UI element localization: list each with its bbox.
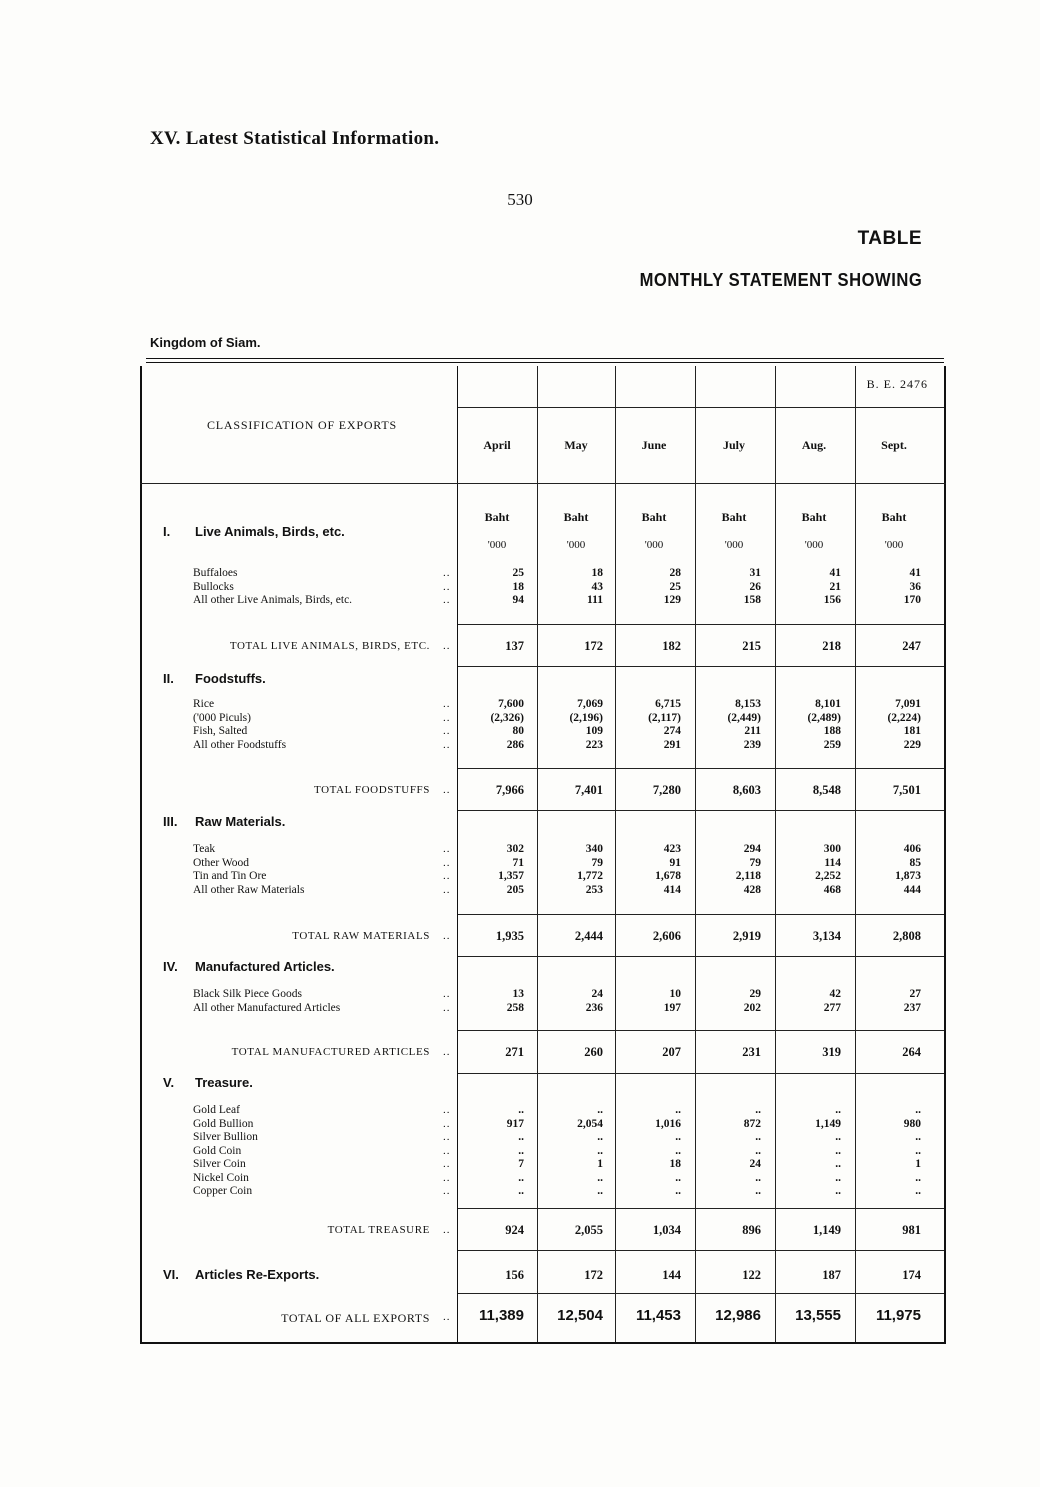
- category-title: [163, 671, 266, 686]
- table-cell: 158: [743, 594, 761, 606]
- item-label: Gold Coin: [193, 1144, 242, 1157]
- leader-dots: ..: [443, 580, 451, 593]
- item-label: Black Silk Piece Goods: [193, 988, 302, 1000]
- leader-dots: ..: [443, 870, 451, 882]
- table-cell: 79: [591, 856, 603, 869]
- table-cell: 428: [743, 883, 761, 896]
- month-header: July: [722, 438, 745, 452]
- total-cell: 3,134: [812, 929, 841, 943]
- grand-total-cell: 13,555: [795, 1307, 841, 1324]
- total-cell: 319: [822, 1045, 841, 1059]
- table-cell: 156: [823, 594, 841, 606]
- leader-dots: ..: [443, 698, 451, 710]
- table-cell: 8,153: [735, 698, 761, 710]
- table-cell: 6,715: [655, 698, 681, 710]
- table-cell: 239: [743, 738, 761, 751]
- category-name: Raw Materials.: [195, 814, 286, 829]
- leader-dots: ..: [443, 1117, 451, 1130]
- total-underline: [458, 1208, 944, 1209]
- leader-dots: ..: [443, 1046, 451, 1058]
- table-cell: 468: [823, 883, 841, 896]
- table-cell: ..: [835, 1131, 841, 1143]
- table-cell: 21: [829, 580, 841, 593]
- table-cell: 211: [744, 725, 761, 737]
- total-cell: 137: [505, 639, 524, 653]
- month-header: June: [641, 438, 667, 452]
- table-cell: 259: [823, 738, 841, 751]
- category-numeral: II.: [163, 671, 174, 686]
- table-cell: ..: [675, 1171, 681, 1184]
- table-cell: 1: [597, 1158, 603, 1170]
- table-cell: 18: [591, 567, 603, 579]
- table-cell: ..: [518, 1131, 524, 1143]
- table-cell: ..: [518, 1171, 524, 1184]
- table-cell: 28: [669, 567, 681, 579]
- table-cell: ..: [835, 1158, 841, 1170]
- item-label: Nickel Coin: [193, 1171, 249, 1184]
- table-label: TABLE: [857, 228, 922, 249]
- table-cell: 71: [512, 856, 524, 869]
- table-cell: ..: [835, 1185, 841, 1197]
- leader-dots: ..: [443, 1001, 451, 1014]
- total-cell: 2,055: [574, 1223, 603, 1237]
- grand-total-cell: 12,504: [557, 1307, 603, 1324]
- item-label: Teak: [193, 843, 216, 855]
- table-border-bottom: [140, 1342, 946, 1344]
- table-cell: 13: [512, 988, 524, 1000]
- table-cell: ..: [597, 1144, 603, 1157]
- table-cell: 1,149: [815, 1117, 841, 1130]
- total-cell: 8,548: [812, 783, 841, 797]
- category-numeral: VI.: [163, 1267, 179, 1282]
- table-cell: ..: [755, 1171, 761, 1184]
- total-underline: [458, 1030, 944, 1031]
- table-cell: 223: [585, 738, 603, 751]
- table-cell: 8,101: [815, 698, 841, 710]
- table-cell: 36: [909, 580, 921, 593]
- table-cell: 340: [585, 843, 603, 855]
- table-cell: ..: [518, 1104, 524, 1116]
- section-rule: [458, 956, 944, 957]
- table-cell: ..: [755, 1131, 761, 1143]
- table-cell: ..: [835, 1171, 841, 1184]
- item-label: Fish, Salted: [193, 725, 248, 737]
- unit-thousands: '000: [566, 539, 586, 551]
- leader-dots: ..: [443, 1224, 451, 1236]
- item-label: All other Manufactured Articles: [193, 1001, 341, 1014]
- table-cell: 18: [669, 1158, 681, 1170]
- table-cell: 80: [512, 725, 524, 737]
- unit-thousands: '000: [644, 539, 664, 551]
- table-cell: 41: [909, 567, 921, 579]
- item-label: Silver Coin: [193, 1158, 246, 1170]
- total-row-label: [140, 784, 430, 796]
- table-cell: ..: [597, 1171, 603, 1184]
- item-label: Rice: [193, 698, 215, 710]
- total-cell: 2,919: [732, 929, 761, 943]
- item-label: Buffaloes: [193, 567, 238, 579]
- table-cell: ..: [597, 1131, 603, 1143]
- table-cell: 10: [669, 988, 681, 1000]
- table-cell: 7,091: [895, 698, 921, 710]
- total-row-label: [140, 1224, 430, 1236]
- table-cell: 1: [915, 1158, 921, 1170]
- table-cell: 114: [824, 856, 841, 869]
- reexport-cell: 187: [822, 1268, 841, 1282]
- reexport-cell: 156: [505, 1268, 524, 1282]
- table-cell: (2,196): [569, 711, 603, 724]
- table-cell: 24: [591, 988, 603, 1000]
- total-cell: 260: [584, 1045, 603, 1059]
- total-cell: 215: [742, 639, 761, 653]
- category-title: [163, 814, 285, 829]
- table-cell: (2,449): [727, 711, 761, 724]
- item-label: All other Raw Materials: [193, 883, 305, 896]
- item-label: All other Foodstuffs: [193, 738, 287, 751]
- leader-dots: ..: [443, 738, 451, 751]
- unit-label: Baht: [801, 510, 827, 524]
- table-cell: 291: [663, 738, 681, 751]
- table-cell: ..: [915, 1185, 921, 1197]
- unit-label: Baht: [641, 510, 667, 524]
- leader-dots: ..: [443, 1185, 451, 1197]
- table-cell: ..: [675, 1144, 681, 1157]
- category-numeral: I.: [163, 524, 171, 539]
- table-cell: 31: [749, 567, 761, 579]
- category-name: Manufactured Articles.: [195, 959, 335, 974]
- grand-total-label: [140, 1311, 430, 1326]
- category-numeral: IV.: [163, 959, 178, 974]
- category-title: [163, 959, 335, 974]
- leader-dots: ..: [443, 1311, 451, 1323]
- leader-dots: ..: [443, 883, 451, 896]
- category-name: Treasure.: [195, 1075, 253, 1090]
- table-cell: 274: [663, 725, 681, 737]
- unit-label: Baht: [563, 510, 589, 524]
- total-underline: [458, 914, 944, 915]
- total-cell: 172: [584, 639, 603, 653]
- page-number: 530: [507, 190, 533, 209]
- total-cell: 182: [662, 639, 681, 653]
- leader-dots: ..: [443, 725, 451, 737]
- reexport-cell: 122: [742, 1268, 761, 1282]
- table-cell: 294: [743, 843, 761, 855]
- table-cell: ..: [597, 1185, 603, 1197]
- reexport-rule: [458, 1293, 944, 1294]
- leader-dots: ..: [443, 640, 451, 652]
- month-header: Aug.: [801, 438, 827, 452]
- total-label-text: TOTAL TREASURE: [327, 1224, 430, 1236]
- total-underline: [458, 768, 944, 769]
- table-cell: (2,117): [648, 711, 681, 724]
- category-numeral: V.: [163, 1075, 175, 1090]
- total-cell: 2,606: [652, 929, 681, 943]
- classification-header: CLASSIFICATION OF EXPORTS: [207, 418, 397, 432]
- table-cell: 1,016: [655, 1117, 681, 1130]
- item-label: Tin and Tin Ore: [193, 870, 267, 882]
- table-cell: 188: [823, 725, 841, 737]
- item-label: Gold Leaf: [193, 1104, 240, 1116]
- total-cell: 1,935: [495, 929, 524, 943]
- table-cell: ..: [675, 1104, 681, 1116]
- unit-thousands: '000: [724, 539, 744, 551]
- table-cell: 917: [506, 1117, 524, 1130]
- unit-label: Baht: [721, 510, 747, 524]
- total-label-text: TOTAL MANUFACTURED ARTICLES: [231, 1046, 430, 1058]
- total-label-text: TOTAL LIVE ANIMALS, BIRDS, ETC.: [229, 640, 430, 652]
- unit-thousands: '000: [804, 539, 824, 551]
- item-label: Gold Bullion: [193, 1117, 254, 1130]
- month-header: May: [564, 438, 588, 452]
- era-label: B. E. 2476: [866, 377, 928, 391]
- total-cell: 8,603: [732, 783, 761, 797]
- leader-dots: ..: [443, 1104, 451, 1116]
- total-row-label: [140, 930, 430, 942]
- table-cell: 27: [909, 988, 921, 1000]
- total-label-text: TOTAL FOODSTUFFS: [314, 784, 430, 796]
- section-rule: [458, 666, 944, 667]
- total-cell: 218: [822, 639, 841, 653]
- table-cell: 26: [749, 580, 761, 593]
- total-cell: 271: [505, 1045, 524, 1059]
- leader-dots: ..: [443, 1131, 451, 1143]
- total-row-label: [140, 1046, 430, 1058]
- table-cell: (2,224): [887, 711, 921, 724]
- item-label: Other Wood: [193, 856, 250, 869]
- item-label: Silver Bullion: [193, 1131, 258, 1143]
- grand-total-cell: 11,389: [478, 1307, 524, 1324]
- table-border-right: [944, 366, 946, 1344]
- total-cell: 7,966: [495, 783, 524, 797]
- total-cell: 7,501: [892, 783, 921, 797]
- table-cell: ..: [755, 1104, 761, 1116]
- reexport-cell: 174: [902, 1268, 921, 1282]
- table-cell: 43: [591, 580, 603, 593]
- category-title: [163, 1267, 319, 1282]
- table-cell: ..: [518, 1185, 524, 1197]
- table-cell: 302: [506, 843, 524, 855]
- table-border-left: [140, 366, 142, 1344]
- leader-dots: ..: [443, 988, 451, 1000]
- table-cell: ..: [675, 1131, 681, 1143]
- unit-label: Baht: [881, 510, 907, 524]
- table-cell: 79: [749, 856, 761, 869]
- category-name: Live Animals, Birds, etc.: [195, 524, 345, 539]
- category-name: Articles Re-Exports.: [195, 1267, 320, 1282]
- table-cell: 1,678: [655, 870, 681, 882]
- table-cell: 253: [585, 883, 603, 896]
- table-cell: 300: [823, 843, 841, 855]
- total-cell: 207: [662, 1045, 681, 1059]
- total-label-text: TOTAL RAW MATERIALS: [292, 930, 430, 942]
- table-cell: 170: [903, 594, 921, 606]
- category-title: [163, 524, 345, 539]
- table-cell: 42: [829, 988, 841, 1000]
- table-cell: ..: [915, 1171, 921, 1184]
- leader-dots: ..: [443, 594, 451, 606]
- table-cell: 202: [743, 1001, 761, 1014]
- table-cell: 406: [903, 843, 921, 855]
- section-rule: [458, 810, 944, 811]
- total-cell: 896: [742, 1223, 761, 1237]
- table-cell: 24: [749, 1158, 761, 1170]
- table-cell: 1,873: [895, 870, 921, 882]
- section-heading: XV. Latest Statistical Information.: [150, 128, 440, 149]
- table-cell: 91: [669, 856, 681, 869]
- leader-dots: ..: [443, 711, 451, 724]
- table-cell: 129: [663, 594, 681, 606]
- leader-dots: ..: [443, 1171, 451, 1184]
- table-cell: ..: [835, 1104, 841, 1116]
- table-cell: 7: [518, 1158, 524, 1170]
- total-cell: 1,149: [812, 1223, 841, 1237]
- table-cell: ..: [675, 1185, 681, 1197]
- total-cell: 231: [742, 1045, 761, 1059]
- table-cell: 277: [823, 1001, 841, 1014]
- table-cell: 236: [585, 1001, 603, 1014]
- total-cell: 264: [902, 1045, 921, 1059]
- table-cell: ..: [597, 1104, 603, 1116]
- total-cell: 2,808: [892, 929, 921, 943]
- total-row-label: [140, 640, 430, 652]
- table-cell: 7,069: [577, 698, 603, 710]
- grand-total-cell: 11,453: [635, 1307, 681, 1324]
- category-title: [163, 1075, 253, 1090]
- table-cell: ..: [915, 1144, 921, 1157]
- table-cell: 205: [506, 883, 524, 896]
- table-cell: 85: [909, 856, 921, 869]
- unit-thousands: '000: [884, 539, 904, 551]
- category-numeral: III.: [163, 814, 178, 829]
- table-cell: ..: [755, 1144, 761, 1157]
- table-cell: ..: [755, 1185, 761, 1197]
- total-cell: 924: [505, 1223, 524, 1237]
- total-cell: 7,401: [574, 783, 603, 797]
- leader-dots: ..: [443, 784, 451, 796]
- table-cell: 41: [829, 567, 841, 579]
- table-cell: 18: [512, 580, 524, 593]
- item-label: ('000 Piculs): [193, 711, 251, 724]
- table-cell: 111: [587, 594, 603, 606]
- total-cell: 981: [902, 1223, 921, 1237]
- table-cell: 444: [903, 883, 921, 896]
- table-cell: 7,600: [498, 698, 524, 710]
- table-cell: 29: [749, 988, 761, 1000]
- leader-dots: ..: [443, 930, 451, 942]
- table-cell: 1,772: [577, 870, 603, 882]
- table-cell: 25: [669, 580, 681, 593]
- table-cell: ..: [915, 1104, 921, 1116]
- month-header: April: [483, 438, 511, 452]
- table-cell: 1,357: [498, 870, 524, 882]
- grand-total-cell: 11,975: [875, 1307, 921, 1324]
- table-cell: 229: [903, 738, 921, 751]
- table-cell: 2,252: [815, 870, 841, 882]
- top-rule-thin: [146, 362, 944, 363]
- item-label: Copper Coin: [193, 1185, 253, 1197]
- table-cell: 197: [663, 1001, 681, 1014]
- unit-thousands: '000: [487, 539, 507, 551]
- table-cell: ..: [835, 1144, 841, 1157]
- table-cell: (2,326): [490, 711, 524, 724]
- leader-dots: ..: [443, 1158, 451, 1170]
- table-cell: 980: [903, 1117, 921, 1130]
- header-rule-bottom: [140, 483, 946, 484]
- grand-total-cell: 12,986: [715, 1307, 761, 1324]
- country-label: Kingdom of Siam.: [150, 335, 261, 350]
- leader-dots: ..: [443, 843, 451, 855]
- table-cell: ..: [518, 1144, 524, 1157]
- leader-dots: ..: [443, 1144, 451, 1157]
- reexport-cell: 172: [584, 1268, 603, 1282]
- section-rule: [458, 1073, 944, 1074]
- reexport-cell: 144: [662, 1268, 681, 1282]
- table-cell: 2,054: [577, 1117, 603, 1130]
- item-label: All other Live Animals, Birds, etc.: [193, 594, 353, 606]
- table-cell: 237: [903, 1001, 921, 1014]
- top-rule: [146, 358, 944, 359]
- total-cell: 2,444: [574, 929, 603, 943]
- total-cell: 7,280: [652, 783, 681, 797]
- table-cell: 25: [512, 567, 524, 579]
- table-cell: 109: [585, 725, 603, 737]
- unit-label: Baht: [484, 510, 510, 524]
- leader-dots: ..: [443, 856, 451, 869]
- grand-total-text: TOTAL OF ALL EXPORTS: [281, 1311, 430, 1325]
- table-cell: 181: [903, 725, 921, 737]
- table-cell: 872: [743, 1117, 761, 1130]
- total-cell: 1,034: [652, 1223, 681, 1237]
- section-rule: [458, 1250, 944, 1251]
- table-cell: 423: [663, 843, 681, 855]
- total-cell: 247: [902, 639, 921, 653]
- table-cell: 414: [663, 883, 681, 896]
- month-header: Sept.: [881, 438, 907, 452]
- category-name: Foodstuffs.: [195, 671, 266, 686]
- total-underline: [458, 624, 944, 625]
- header-rule-era: [458, 407, 944, 408]
- leader-dots: ..: [443, 567, 451, 579]
- table-cell: ..: [915, 1131, 921, 1143]
- item-label: Bullocks: [193, 580, 234, 593]
- table-cell: 286: [506, 738, 524, 751]
- table-subtitle: MONTHLY STATEMENT SHOWING: [639, 270, 922, 290]
- table-cell: 2,118: [735, 870, 761, 882]
- table-cell: 258: [506, 1001, 524, 1014]
- table-cell: 94: [512, 594, 524, 606]
- table-cell: (2,489): [807, 711, 841, 724]
